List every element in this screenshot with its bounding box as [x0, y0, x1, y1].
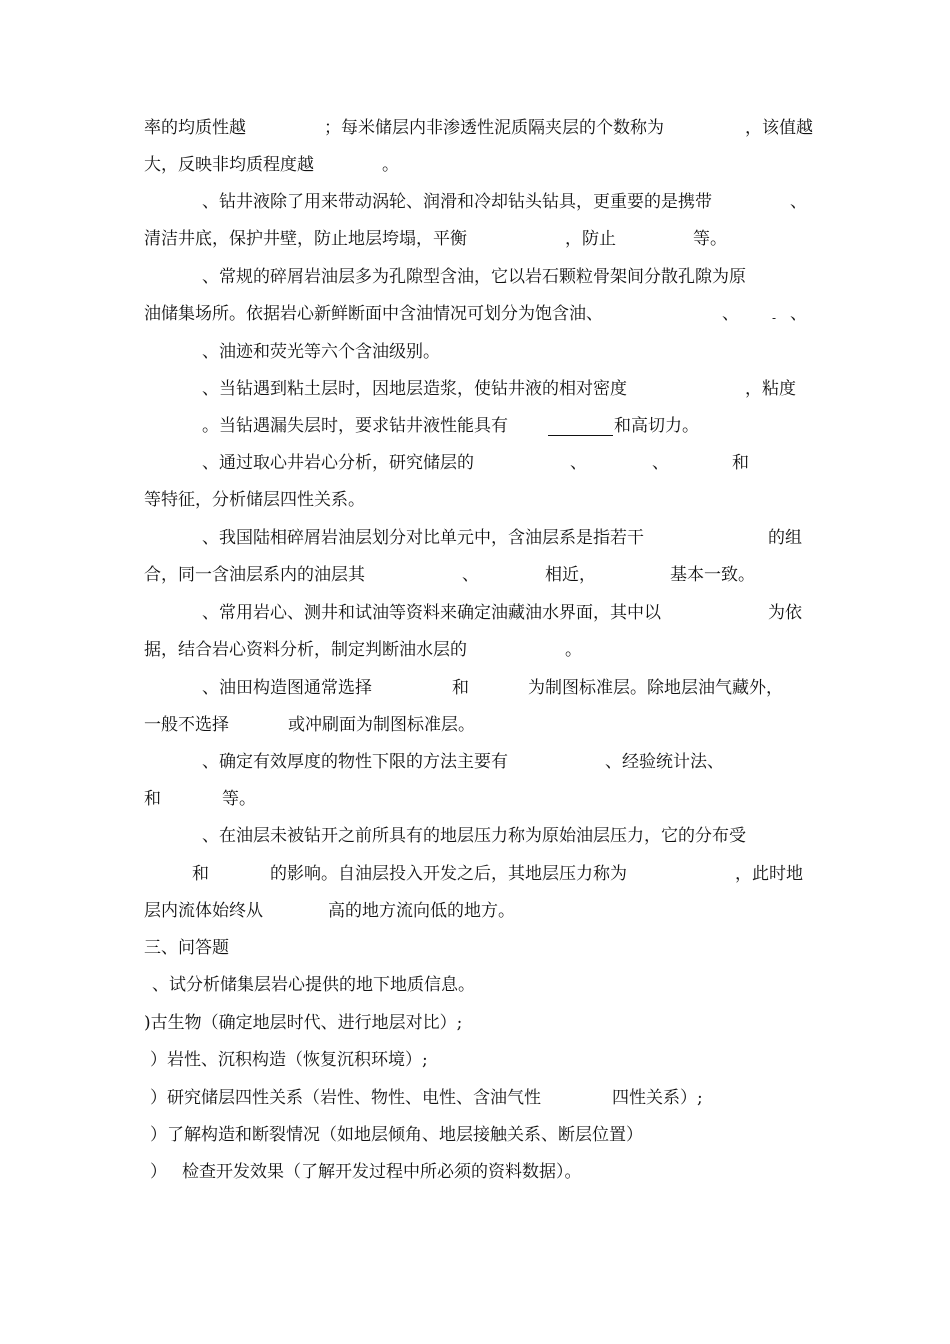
text-fragment: -	[772, 311, 777, 325]
text-fragment: 率的均质性越	[144, 118, 246, 138]
answer-text: ）	[150, 1162, 167, 1182]
text-fragment: ，粘度	[745, 379, 796, 399]
answer-line	[0, 1161, 582, 1249]
answer-text: ）了解构造和断裂情况（如地层倾角、地层接触关系、断层位置）	[150, 1125, 643, 1145]
text-fragment: 、	[652, 453, 669, 473]
text-fragment: 的影响。自油层投入开发之后，其地层压力称为	[270, 864, 627, 884]
text-fragment: 、油迹和荧光等六个含油级别。	[202, 342, 440, 362]
text-fragment: 或冲刷面为制图标准层。	[288, 715, 475, 735]
text-fragment: 等。	[693, 229, 727, 249]
text-fragment: 和	[144, 789, 161, 809]
text-fragment: 、常用岩心、测井和试油等资料来确定油藏油水界面，其中以	[202, 603, 661, 623]
blank-underline	[548, 435, 613, 436]
text-fragment: 清洁井底，保护井壁，防止地层垮塌，平衡	[144, 229, 467, 249]
text-fragment: 。	[382, 155, 399, 175]
text-fragment: 等。	[222, 789, 256, 809]
text-fragment: 合，同一含油层系内的油层其	[144, 565, 365, 585]
text-fragment: 相近，	[545, 565, 596, 585]
answer-text: 检查开发效果（了解开发过程中所必须的资料数据）。	[182, 1162, 582, 1182]
text-fragment: 。当钻遇漏失层时，要求钻井液性能具有	[202, 416, 508, 436]
text-fragment: 、通过取心井岩心分析，研究储层的	[202, 453, 474, 473]
heading-text: 三、问答题	[144, 938, 229, 958]
text-fragment: 油储集场所。依据岩心新鲜断面中含油情况可划分为饱含油、	[144, 304, 603, 324]
question-text: 、试分析储集层岩心提供的地下地质信息。	[152, 975, 475, 995]
text-fragment: ，该值越	[745, 118, 813, 138]
text-fragment: 、当钻遇到粘土层时，因地层造浆，使钻井液的相对密度	[202, 379, 627, 399]
text-fragment: 高的地方流向低的地方。	[328, 901, 515, 921]
text-fragment: 为依	[768, 603, 802, 623]
text-fragment: 、钻井液除了用来带动涡轮、润滑和冷却钻头钻具，更重要的是携带	[202, 192, 712, 212]
text-fragment: 和高切力。	[614, 416, 699, 436]
text-fragment: 、	[790, 192, 807, 212]
text-fragment: 大，反映非均质程度越	[144, 155, 314, 175]
text-fragment: 、我国陆相碎屑岩油层划分对比单元中，含油层系是指若干	[202, 528, 644, 548]
text-fragment: 。	[565, 640, 582, 660]
text-fragment: 和	[192, 864, 209, 884]
text-fragment: 、	[462, 565, 479, 585]
answer-text: ）研究储层四性关系（岩性、物性、电性、含油气性	[150, 1088, 541, 1108]
answer-text: ）岩性、沉积构造（恢复沉积环境）;	[150, 1050, 428, 1070]
text-fragment: 和	[452, 678, 469, 698]
text-fragment: 为制图标准层。除地层油气藏外，	[528, 678, 783, 698]
text-fragment: ，此时地	[735, 864, 803, 884]
text-fragment: 等特征，分析储层四性关系。	[144, 490, 365, 510]
text-fragment: 层内流体始终从	[144, 901, 263, 921]
text-fragment: 、经验统计法、	[605, 752, 724, 772]
text-fragment: 、	[722, 304, 739, 324]
text-fragment: 据，结合岩心资料分析，制定判断油水层的	[144, 640, 467, 660]
answer-text: 四性关系）;	[612, 1088, 703, 1108]
text-fragment: 、在油层未被钻开之前所具有的地层压力称为原始油层压力，它的分布受	[202, 826, 746, 846]
text-fragment: 基本一致。	[670, 565, 755, 585]
text-fragment: 一般不选择	[144, 715, 229, 735]
text-fragment: 、常规的碎屑岩油层多为孔隙型含油，它以岩石颗粒骨架间分散孔隙为原	[202, 267, 746, 287]
text-fragment: 、	[570, 453, 587, 473]
text-fragment: 和	[732, 453, 749, 473]
text-fragment: 、确定有效厚度的物性下限的方法主要有	[202, 752, 508, 772]
text-fragment: ，防止	[565, 229, 616, 249]
text-fragment: ；每米储层内非渗透性泥质隔夹层的个数称为	[324, 118, 664, 138]
text-fragment: 的组	[768, 528, 802, 548]
text-fragment: 、油田构造图通常选择	[202, 678, 372, 698]
text-fragment: 、	[790, 304, 807, 324]
answer-text: )古生物（确定地层时代、进行地层对比）;	[144, 1013, 463, 1033]
